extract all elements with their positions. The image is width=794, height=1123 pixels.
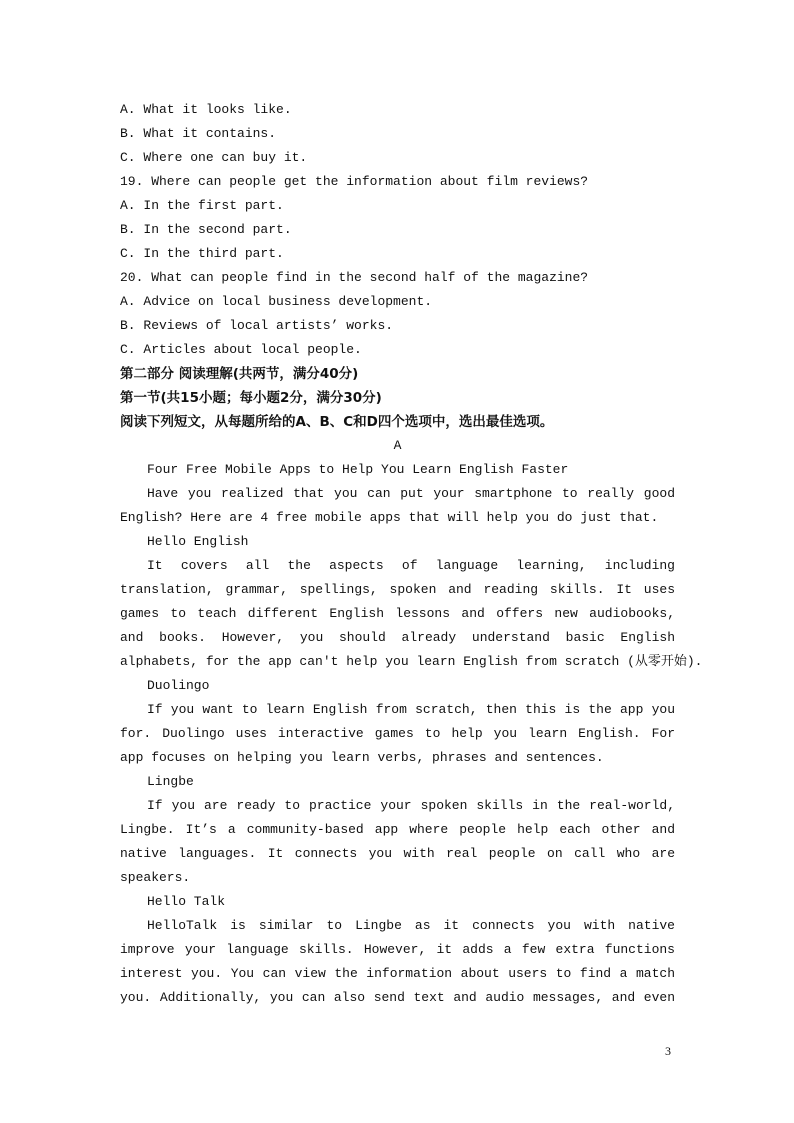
q20-option-a: A. Advice on local business development. <box>120 294 433 309</box>
app-text-line: If you are ready to practice your spoken skills in the real-world, <box>147 798 675 813</box>
q20-option-b: B. Reviews of local artists’ works. <box>120 318 394 333</box>
passage-intro-line: English? Here are 4 free mobile apps that will help you do just that. <box>120 510 659 525</box>
section2-instruction: 阅读下列短文，从每题所给的A、B、C和D四个选项中，选出最佳选项。 <box>120 414 554 430</box>
app-heading-hello-talk: Hello Talk <box>147 894 226 909</box>
q20-option-c: C. Articles about local people. <box>120 342 362 357</box>
app-text-line: you. Additionally, you can also send text and audio messages, and even <box>120 990 675 1005</box>
app-text-line: It covers all the aspects of language learning, including <box>147 558 675 573</box>
app-heading-duolingo: Duolingo <box>147 678 210 693</box>
q19-option-a: A. In the first part. <box>120 198 284 213</box>
section2-part1: 第一节(共15小题；每小题2分，满分30分) <box>120 390 382 406</box>
app-text-line: speakers. <box>120 870 191 885</box>
app-text-line: improve your language skills. However, it adds a few extra functions <box>120 942 675 957</box>
app-text-line: HelloTalk is similar to Lingbe as it connects you with native <box>147 918 675 933</box>
q19-option-c: C. In the third part. <box>120 246 284 261</box>
q20-question: 20. What can people find in the second half of the magazine? <box>120 270 589 285</box>
app-text-line: native languages. It connects you with real people on call who are <box>120 846 675 861</box>
app-text-line: interest you. You can view the information about users to find a match <box>120 966 675 981</box>
app-text-line: games to teach different English lessons and offers new audiobooks, <box>120 606 675 621</box>
app-text-line: Lingbe. It’s a community-based app where people help each other and <box>120 822 675 837</box>
passage-title: Four Free Mobile Apps to Help You Learn English Faster <box>147 462 569 477</box>
q18-option-b: B. What it contains. <box>120 126 277 141</box>
q19-option-b: B. In the second part. <box>120 222 292 237</box>
q18-option-c: C. Where one can buy it. <box>120 150 308 165</box>
app-text-line: If you want to learn English from scratch, then this is the app you <box>147 702 675 717</box>
passage-intro-line: Have you realized that you can put your smartphone to really good <box>147 486 675 501</box>
page-content <box>120 98 703 1010</box>
q19-question: 19. Where can people get the information about film reviews? <box>120 174 589 189</box>
app-heading-lingbe: Lingbe <box>147 774 194 789</box>
q18-option-a: A. What it looks like. <box>120 102 292 117</box>
app-text-line: and books. However, you should already understand basic English <box>120 630 675 645</box>
page-number: 3 <box>665 1044 671 1058</box>
app-text-line: alphabets, for the app can't help you learn English from scratch (从零开始). <box>120 654 703 669</box>
app-text-line: for. Duolingo uses interactive games to help you learn English. For <box>120 726 675 741</box>
passage-letter: A <box>393 438 402 453</box>
app-text-line: translation, grammar, spellings, spoken and reading skills. It uses <box>120 582 675 597</box>
section2-title: 第二部分 阅读理解(共两节，满分40分) <box>120 366 359 382</box>
app-heading-hello-english: Hello English <box>147 534 249 549</box>
app-text-line: app focuses on helping you learn verbs, phrases and sentences. <box>120 750 604 765</box>
